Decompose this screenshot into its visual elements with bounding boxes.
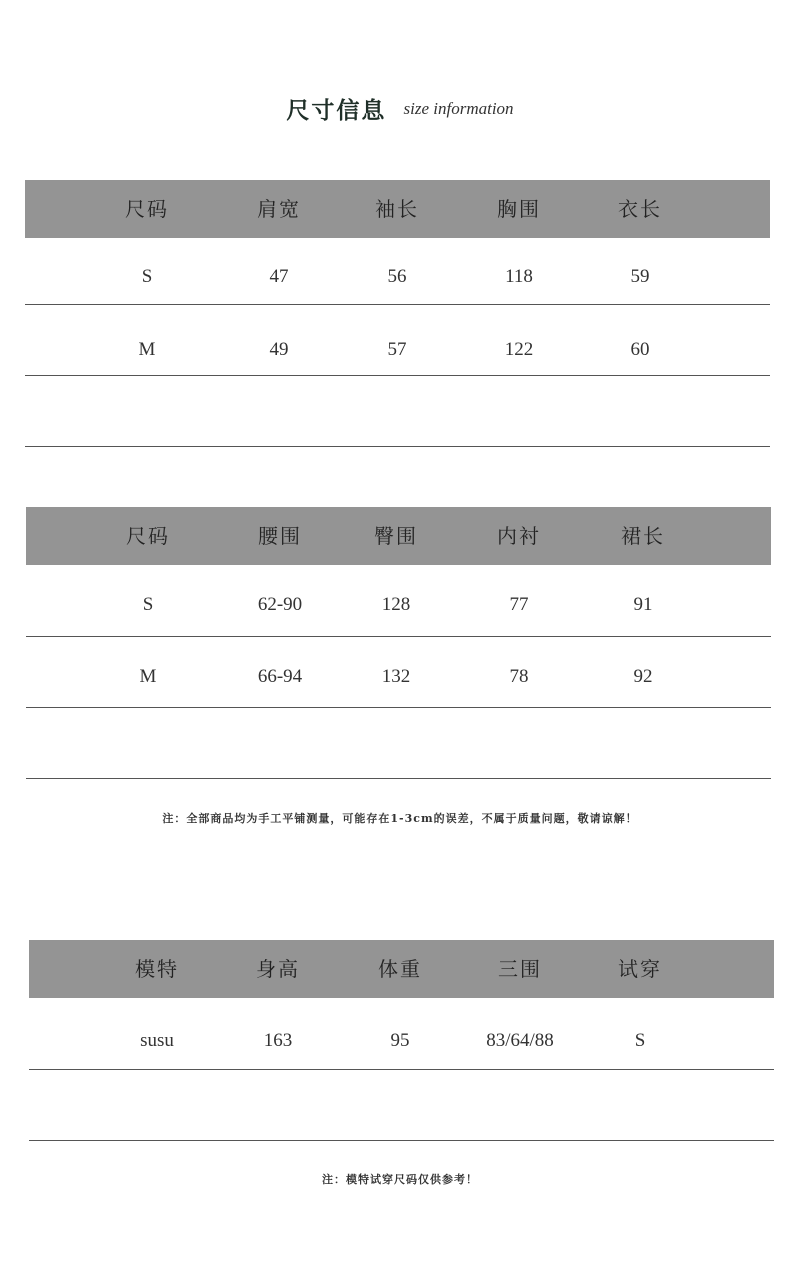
cell-length: 59 xyxy=(630,266,650,287)
table-row-empty xyxy=(26,708,771,779)
table-row xyxy=(25,238,770,305)
header-size: 尺码 xyxy=(125,197,169,221)
cell-hip: 132 xyxy=(381,666,411,687)
header-weight: 体重 xyxy=(378,957,422,981)
cell-sleeve: 57 xyxy=(387,339,407,360)
cell-shoulder: 47 xyxy=(269,266,289,287)
header-chest: 胸围 xyxy=(497,197,541,221)
header-hip: 臀围 xyxy=(374,524,418,548)
cell-size: M xyxy=(138,339,156,360)
cell-measurements: 83/64/88 xyxy=(486,1030,554,1051)
header-waist: 腰围 xyxy=(258,524,302,548)
cell-skirt-length: 91 xyxy=(633,594,653,615)
cell-length: 60 xyxy=(630,339,650,360)
title-english: size information xyxy=(403,98,514,118)
top-size-table xyxy=(25,180,770,447)
cell-tried-size: S xyxy=(634,1030,646,1051)
cell-lining: 78 xyxy=(509,666,529,687)
cell-shoulder: 49 xyxy=(269,339,289,360)
measurement-note: 注：全部商品均为手工平铺测量，可能存在1-3cm的误差，不属于质量问题，敬请谅解！ xyxy=(162,812,638,825)
cell-chest: 122 xyxy=(504,339,534,360)
header-lining: 内衬 xyxy=(497,524,541,548)
cell-sleeve: 56 xyxy=(387,266,407,287)
cell-chest: 118 xyxy=(505,266,533,287)
cell-model: susu xyxy=(140,1030,174,1051)
cell-weight: 95 xyxy=(390,1030,410,1051)
cell-size: S xyxy=(141,266,153,287)
model-table xyxy=(29,940,774,1141)
table-row xyxy=(25,305,770,376)
header-size: 尺码 xyxy=(126,524,170,548)
cell-skirt-length: 92 xyxy=(633,666,653,687)
cell-hip: 128 xyxy=(381,594,411,615)
table-row xyxy=(26,637,771,708)
table-header xyxy=(25,180,770,238)
header-model: 模特 xyxy=(135,957,179,981)
header-skirt-length: 裙长 xyxy=(621,524,665,548)
table-header xyxy=(26,507,771,565)
table-header xyxy=(29,940,774,998)
table-row xyxy=(29,998,774,1070)
header-sleeve: 袖长 xyxy=(375,197,419,221)
header-tried-size: 试穿 xyxy=(618,957,662,981)
table-row-empty xyxy=(29,1070,774,1141)
cell-waist: 66-94 xyxy=(257,666,303,687)
header-height: 身高 xyxy=(256,957,300,981)
title-chinese: 尺寸信息 xyxy=(286,97,387,124)
page-title xyxy=(0,92,800,125)
cell-waist: 62-90 xyxy=(257,594,303,615)
table-row-empty xyxy=(25,376,770,447)
header-shoulder: 肩宽 xyxy=(257,197,301,221)
cell-size: S xyxy=(142,594,154,615)
bottom-size-table xyxy=(26,507,771,779)
cell-height: 163 xyxy=(263,1030,293,1051)
header-measurements: 三围 xyxy=(498,957,542,981)
cell-lining: 77 xyxy=(509,594,529,615)
header-length: 衣长 xyxy=(618,197,662,221)
cell-size: M xyxy=(139,666,157,687)
model-note: 注：模特试穿尺码仅供参考！ xyxy=(322,1173,478,1186)
table-row xyxy=(26,565,771,637)
